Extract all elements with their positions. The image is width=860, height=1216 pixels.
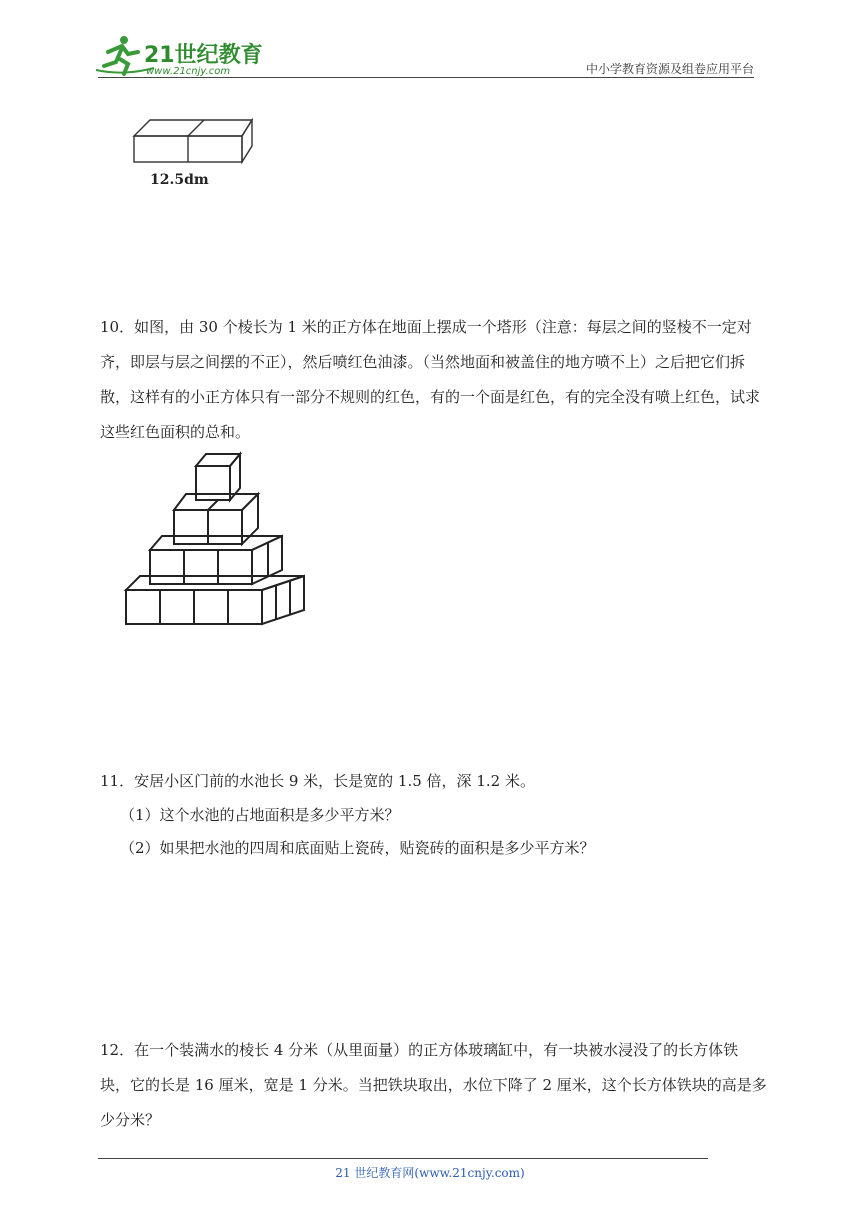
question-12: 12．在一个装满水的棱长 4 分米（从里面量）的正方体玻璃缸中，有一块被水浸没了的长方体铁块，它的长是 16 厘米，宽是 1 分米。当把铁块取出，水位下降了 2 厘米，这个长方体铁块的高是多少分米？ [100, 1041, 767, 1129]
cuboid-figure [128, 112, 258, 192]
length-label: 12.5dm [150, 172, 209, 188]
site-logo [94, 30, 264, 78]
platform-title: 中小学教育资源及组卷应用平台 [585, 62, 754, 76]
question-11-part-2: （2）如果把水池的四周和底面贴上瓷砖，贴瓷砖的面积是多少平方米？ [120, 839, 595, 857]
question-11: 11．安居小区门前的水池长 9 米，长是宽的 1.5 倍，深 1.2 米。 [100, 772, 535, 790]
footer-divider [98, 1158, 708, 1159]
question-10: 10．如图，由 30 个棱长为 1 米的正方体在地面上摆成一个塔形（注意：每层之间的竖棱不一定对齐，即层与层之间摆的不正），然后喷红色油漆。（当然地面和被盖住的地方喷不上）之后把它们拆散，这样有的小正方体只有一部分不规则的红色，有的一个面是红色，有的完全没有喷上红色，试求这些红色面积的总和。 [100, 318, 761, 441]
footer-link[interactable]: 21 世纪教育网(www.21cnjy.com) [335, 1166, 525, 1180]
svg-text:21世纪教育: 21世纪教育 [144, 43, 263, 68]
svg-text:www.21cnjy.com: www.21cnjy.com [146, 66, 231, 77]
cube-tower-figure [118, 448, 318, 634]
header-divider [98, 77, 754, 78]
question-11-part-1: （1）这个水池的占地面积是多少平方米？ [120, 806, 400, 824]
